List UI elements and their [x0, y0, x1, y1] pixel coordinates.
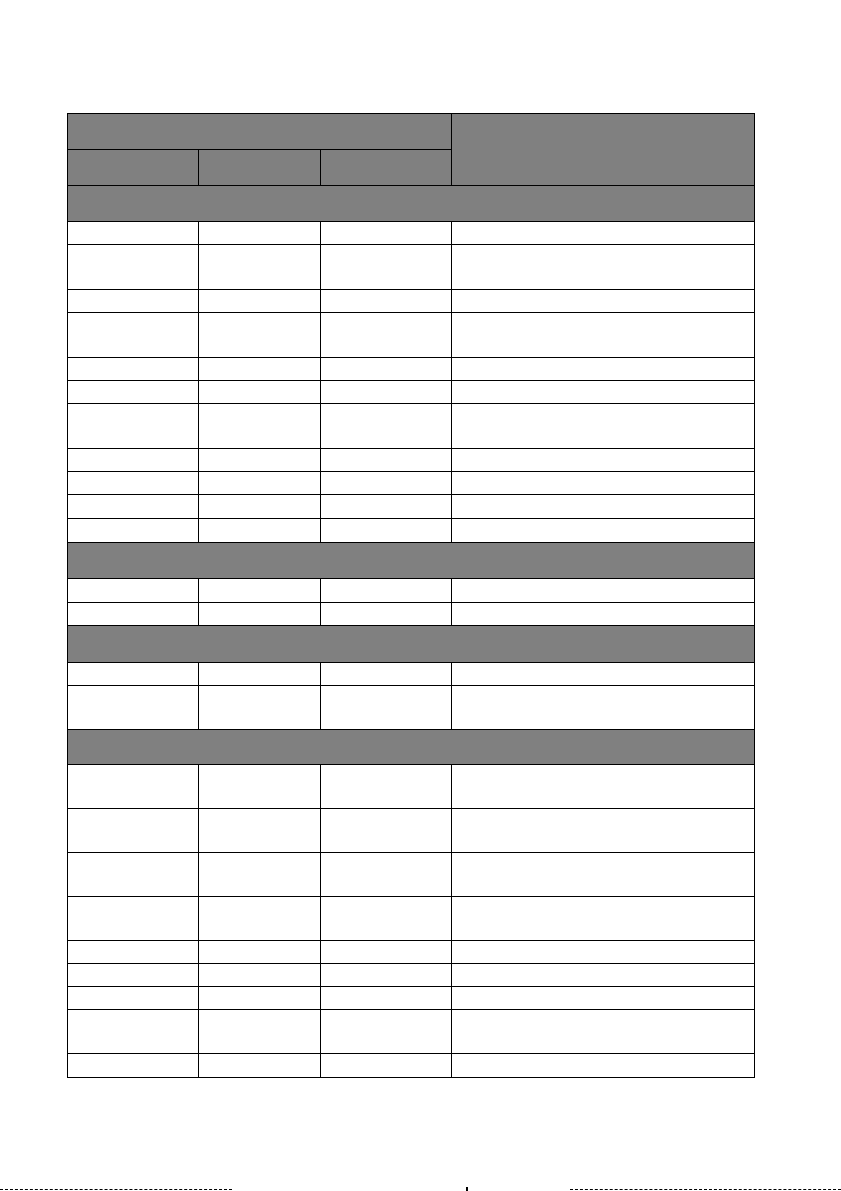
table-cell [452, 663, 755, 686]
table-cell [452, 290, 755, 313]
footer-mark [466, 1187, 468, 1191]
table-cell [68, 358, 199, 381]
table-cell [199, 495, 321, 519]
table-cell [199, 964, 321, 987]
table-cell [452, 381, 755, 404]
table-cell [321, 381, 452, 404]
table-cell [452, 449, 755, 472]
table-row [68, 449, 755, 472]
table-cell [321, 853, 452, 897]
table-cell [452, 519, 755, 543]
header-right-cell [452, 114, 755, 186]
table-cell [452, 579, 755, 603]
table-cell [321, 404, 452, 449]
table-row [68, 381, 755, 404]
table-cell [68, 765, 199, 809]
table-row [68, 222, 755, 245]
table-row [68, 404, 755, 449]
header-sub-cell-1 [68, 150, 199, 186]
table-cell [68, 579, 199, 603]
section-row [68, 730, 755, 765]
table-cell [199, 809, 321, 853]
table-cell [68, 897, 199, 941]
table-cell [199, 358, 321, 381]
table-cell [321, 964, 452, 987]
table-cell [199, 686, 321, 730]
table-cell [321, 897, 452, 941]
table-cell [452, 765, 755, 809]
table-cell [321, 245, 452, 290]
table-row [68, 245, 755, 290]
table-cell [68, 519, 199, 543]
table-row [68, 897, 755, 941]
table-cell [199, 290, 321, 313]
table-cell [199, 519, 321, 543]
table-row [68, 765, 755, 809]
table-cell [68, 941, 199, 964]
table-cell [321, 1010, 452, 1054]
table-cell [452, 222, 755, 245]
table-cell [321, 290, 452, 313]
table-cell [452, 404, 755, 449]
table-cell [199, 245, 321, 290]
table-cell [321, 222, 452, 245]
table-cell [68, 964, 199, 987]
header-row-top [68, 114, 755, 150]
table-row [68, 495, 755, 519]
header-sub-cell-3 [321, 150, 452, 186]
table-cell [199, 1010, 321, 1054]
table-cell [452, 313, 755, 358]
section-label [68, 543, 755, 579]
table-row [68, 358, 755, 381]
table-cell [68, 1054, 199, 1078]
table-cell [321, 579, 452, 603]
table-row [68, 1054, 755, 1078]
table-row [68, 579, 755, 603]
table-cell [199, 472, 321, 495]
table-cell [321, 358, 452, 381]
table-cell [68, 290, 199, 313]
table-cell [199, 222, 321, 245]
table-cell [68, 222, 199, 245]
table-cell [321, 765, 452, 809]
table-cell [452, 964, 755, 987]
table-cell [452, 853, 755, 897]
table-cell [452, 941, 755, 964]
table-cell [199, 853, 321, 897]
table-cell [68, 603, 199, 626]
table-cell [199, 381, 321, 404]
section-row [68, 626, 755, 663]
table-cell [452, 358, 755, 381]
table-row [68, 603, 755, 626]
table-cell [321, 519, 452, 543]
table-row [68, 964, 755, 987]
table-cell [199, 765, 321, 809]
table-cell [321, 1054, 452, 1078]
table-cell [199, 941, 321, 964]
section-label [68, 186, 755, 222]
table-cell [321, 663, 452, 686]
table-cell [452, 1010, 755, 1054]
table-row [68, 663, 755, 686]
table-cell [68, 449, 199, 472]
table-cell [321, 686, 452, 730]
table-cell [452, 472, 755, 495]
table-row [68, 853, 755, 897]
table-cell [68, 1010, 199, 1054]
section-label [68, 730, 755, 765]
table-cell [452, 686, 755, 730]
table-cell [68, 853, 199, 897]
table-cell [199, 449, 321, 472]
table-cell [452, 495, 755, 519]
table-row [68, 941, 755, 964]
section-row [68, 543, 755, 579]
table-cell [199, 663, 321, 686]
table-cell [321, 987, 452, 1010]
section-label [68, 626, 755, 663]
table-cell [321, 495, 452, 519]
table-cell [321, 449, 452, 472]
table-cell [321, 809, 452, 853]
table-row [68, 809, 755, 853]
table-cell [199, 404, 321, 449]
table-cell [199, 987, 321, 1010]
table-cell [68, 381, 199, 404]
table-cell [321, 472, 452, 495]
table-cell [321, 603, 452, 626]
table-cell [199, 579, 321, 603]
table-cell [452, 987, 755, 1010]
table-cell [199, 603, 321, 626]
table-cell [452, 1054, 755, 1078]
header-group-cell [68, 114, 452, 150]
table-row [68, 290, 755, 313]
table-cell [68, 404, 199, 449]
table-row [68, 686, 755, 730]
table-cell [199, 313, 321, 358]
table-cell [199, 1054, 321, 1078]
header-sub-cell-2 [199, 150, 321, 186]
table-row [68, 472, 755, 495]
table-cell [68, 245, 199, 290]
table-cell [321, 313, 452, 358]
table-cell [68, 495, 199, 519]
table-cell [321, 941, 452, 964]
spec-table-body [68, 114, 755, 1078]
table-row [68, 987, 755, 1010]
table-cell [452, 897, 755, 941]
table-cell [68, 663, 199, 686]
table-row [68, 313, 755, 358]
table-cell [452, 809, 755, 853]
table-cell [68, 987, 199, 1010]
table-cell [68, 472, 199, 495]
table-cell [68, 686, 199, 730]
table-cell [199, 897, 321, 941]
spec-table [67, 113, 755, 1078]
section-row [68, 186, 755, 222]
table-cell [68, 313, 199, 358]
table-cell [452, 245, 755, 290]
table-row [68, 1010, 755, 1054]
table-cell [452, 603, 755, 626]
table-cell [68, 809, 199, 853]
table-row [68, 519, 755, 543]
